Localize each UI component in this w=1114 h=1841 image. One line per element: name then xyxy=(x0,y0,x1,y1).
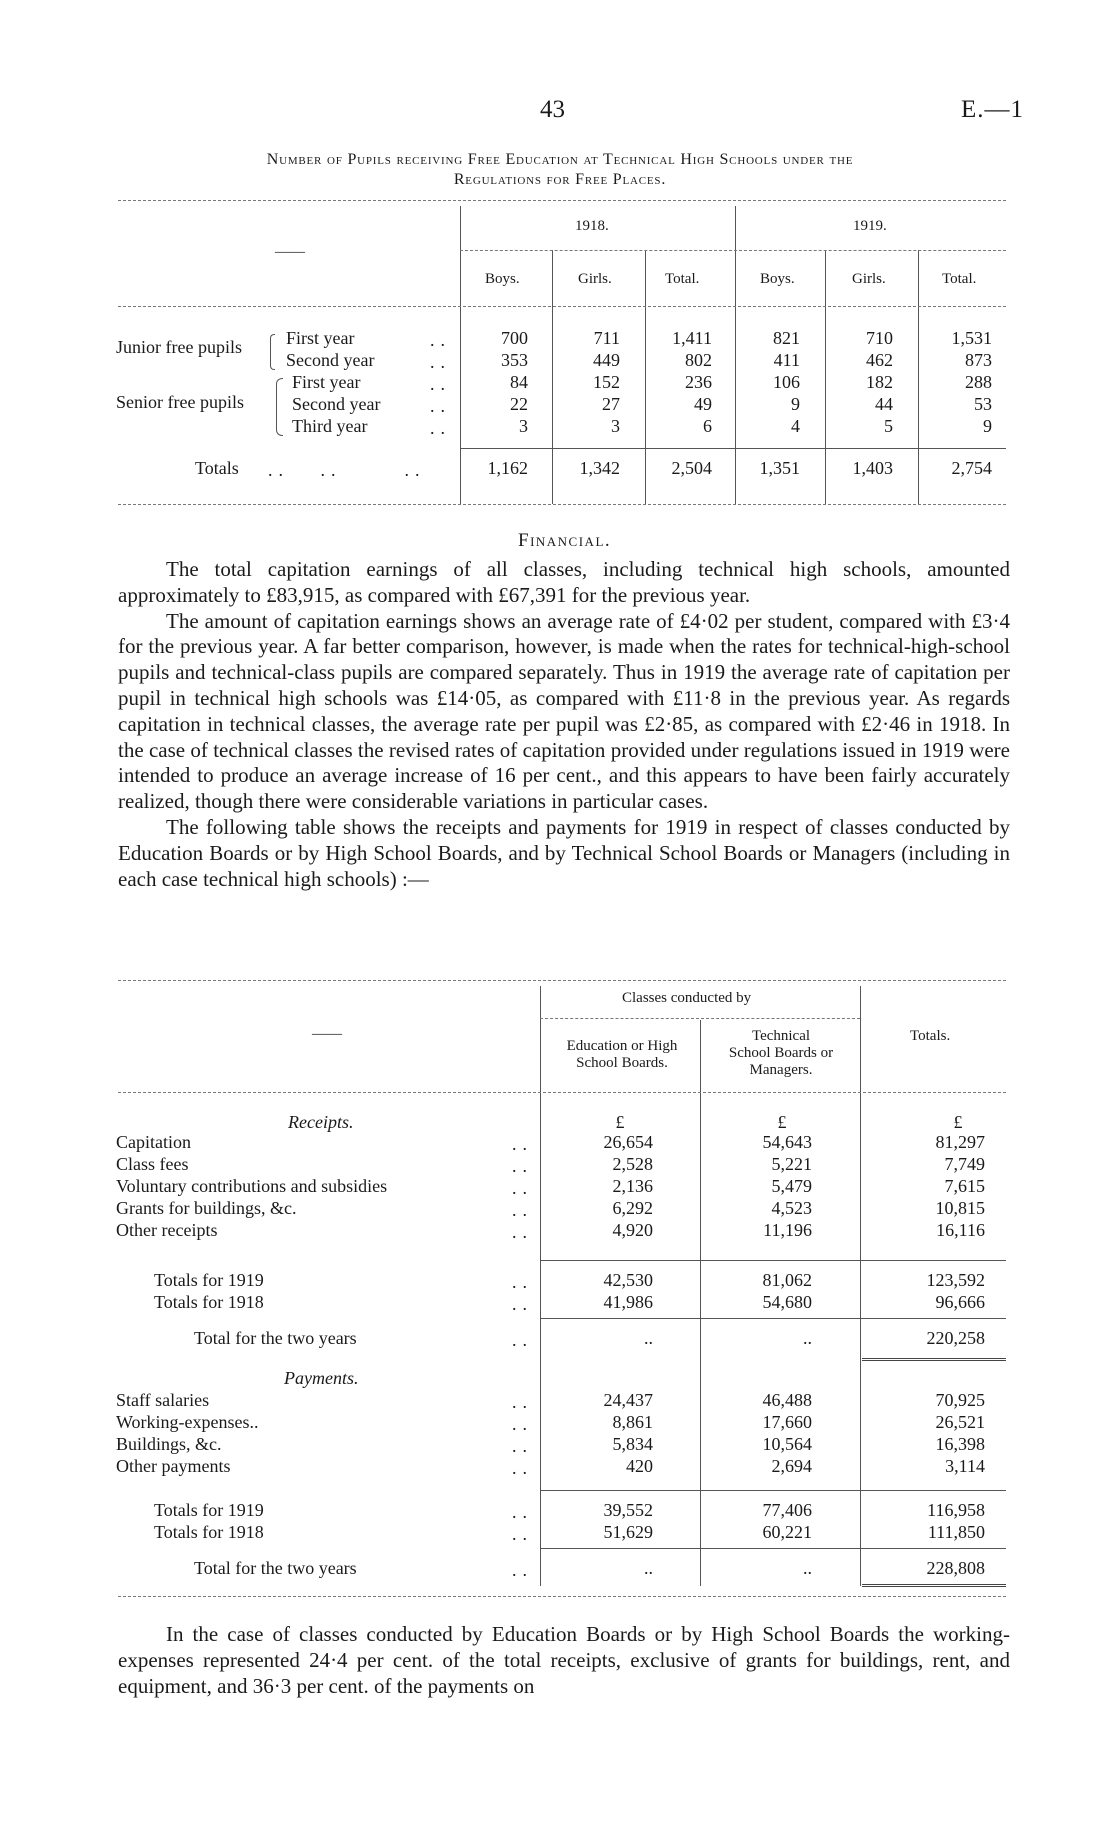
leader-dots: .. xyxy=(430,330,451,350)
classes-conducted-header: Classes conducted by xyxy=(622,990,752,1006)
table1-cell: 53 xyxy=(974,394,992,414)
group-junior-label: Junior free pupils xyxy=(116,337,242,357)
row-label: Second year xyxy=(286,350,375,370)
receipt-row-cell: 26,654 xyxy=(603,1132,653,1152)
leader-dots: .. xyxy=(512,1200,533,1220)
table2-bottom-rule xyxy=(118,1596,1006,1597)
receipt-row-cell: 54,643 xyxy=(762,1132,812,1152)
receipt-row-cell: 7,749 xyxy=(944,1154,985,1174)
payment-total-row-label: Totals for 1918 xyxy=(154,1522,264,1542)
table1-cell: 802 xyxy=(685,350,712,370)
table1-cell: 710 xyxy=(866,328,893,348)
table1-total-cell: 1,351 xyxy=(759,458,800,478)
financial-heading: Financial. xyxy=(518,530,612,551)
leader-dots: .. xyxy=(430,352,451,372)
payment-two-years-row-cell: 228,808 xyxy=(926,1558,985,1578)
row-label: Second year xyxy=(292,394,381,414)
leader-dots: .. xyxy=(512,1134,533,1154)
receipts-heading: Receipts. xyxy=(288,1112,354,1132)
table1-cell: 353 xyxy=(501,350,528,370)
table1-cell: 6 xyxy=(703,416,712,436)
col-girls-1918: Girls. xyxy=(578,271,612,287)
receipt-two-years-row-cell: .. xyxy=(803,1328,812,1348)
table2-vrule xyxy=(860,986,861,1586)
technical-boards-header xyxy=(702,1028,860,1079)
financial-paragraph: The total capitation earnings of all classes, including technical high schools, amounted approximately to £83,915, as compared with £67,391 for the previous year. xyxy=(118,557,1010,607)
table2-double-rule xyxy=(862,1358,1006,1361)
payment-two-years-row-cell: .. xyxy=(644,1558,653,1578)
table1-cell: 44 xyxy=(875,394,893,414)
payment-row-label: Other payments xyxy=(116,1456,231,1476)
table1-cell: 411 xyxy=(773,350,800,370)
receipt-two-years-row-label: Total for the two years xyxy=(194,1328,357,1348)
receipt-row-label: Voluntary contributions and subsidies xyxy=(116,1176,388,1196)
currency-symbol: £ xyxy=(953,1112,963,1132)
financial-paragraph: The following table shows the receipts and payments for 1919 in respect of classes conducted by Education Boards or by High School Boards, and by Technical School Boards or Managers (including in each case technical high schools) :— xyxy=(118,814,1010,891)
table1-cell: 873 xyxy=(965,350,992,370)
payment-row-cell: 420 xyxy=(626,1456,653,1476)
receipt-total-row-cell: 42,530 xyxy=(603,1270,653,1290)
table1-cell: 3 xyxy=(519,416,528,436)
payment-row-cell: 17,660 xyxy=(762,1412,812,1432)
header-line: School Boards or xyxy=(728,1045,834,1061)
leader-dots: .. xyxy=(512,1156,533,1176)
totals-header: Totals. xyxy=(910,1028,951,1044)
payment-total-row-cell: 51,629 xyxy=(603,1522,653,1542)
table1-caption-line1: Number of Pupils receiving Free Education at Technical High Schools under the xyxy=(266,151,854,168)
table1-corner: —— xyxy=(275,244,305,260)
year-1918-header: 1918. xyxy=(575,218,609,234)
payment-row-label: Staff salaries xyxy=(116,1390,210,1410)
receipt-row-cell: 4,523 xyxy=(771,1198,812,1218)
leader-dots: .. xyxy=(512,1560,533,1580)
table1-total-cell: 2,754 xyxy=(951,458,992,478)
table1-total-cell: 1,162 xyxy=(487,458,528,478)
table1-total-cell: 1,403 xyxy=(852,458,893,478)
payment-total-row-cell: 111,850 xyxy=(927,1522,985,1542)
year-1919-header: 1919. xyxy=(853,218,887,234)
receipt-row-cell: 11,196 xyxy=(763,1220,812,1240)
table2-rule xyxy=(540,1548,1006,1549)
page-number: 43 xyxy=(540,96,565,123)
col-total-1918: Total. xyxy=(665,271,700,287)
leader-dots: .. xyxy=(512,1436,533,1456)
table1-cell: 182 xyxy=(866,372,893,392)
receipt-row-cell: 2,528 xyxy=(612,1154,653,1174)
financial-paragraph: The amount of capitation earnings shows an average rate of £4·02 per student, compared with £3·4 for the previous year. A far better comparison, however, is made when the rates for technical-high-school pupils and technical-class pupils are compared separately. Thus in 1919 the average rate of capitation per pupil in technical high schools was £14·05, as compared with £11·8 in the previous year. As regards capitation in technical classes, the average rate per pupil was £2·85, as compared with £2·46 in 1918. In the case of technical classes the revised rates of capitation provided under regulations issued in 1919 were intended to produce an average increase of 16 per cent., and this appears to have been fairly accurately realized, though there were considerable variations in particular cases. xyxy=(118,608,1010,814)
receipt-total-row-cell: 123,592 xyxy=(926,1270,985,1290)
receipt-row-cell: 10,815 xyxy=(935,1198,985,1218)
table1-cell: 3 xyxy=(611,416,620,436)
payment-total-row-cell: 116,958 xyxy=(927,1500,985,1520)
table1-cell: 1,531 xyxy=(951,328,992,348)
receipt-total-row-label: Totals for 1919 xyxy=(154,1270,264,1290)
col-girls-1919: Girls. xyxy=(852,271,886,287)
receipt-two-years-row-cell: .. xyxy=(644,1328,653,1348)
row-label: First year xyxy=(286,328,355,348)
payment-row-cell: 16,398 xyxy=(935,1434,985,1454)
payments-heading: Payments. xyxy=(284,1368,359,1388)
table1-total-cell: 2,504 xyxy=(671,458,712,478)
leader-dots: .. xyxy=(512,1524,533,1544)
table1-cell: 22 xyxy=(510,394,528,414)
receipt-two-years-row-cell: 220,258 xyxy=(926,1328,985,1348)
leader-dots: .. xyxy=(512,1392,533,1412)
receipt-row-cell: 2,136 xyxy=(612,1176,653,1196)
closing-paragraph: In the case of classes conducted by Education Boards or by High School Boards the working-expenses represented 24·4 per cent. of the total receipts, exclusive of grants for buildings, rent, and equipment, and 36·3 per cent. of the payments on xyxy=(118,1622,1010,1698)
leader-dots: .. xyxy=(512,1458,533,1478)
row-label: First year xyxy=(292,372,361,392)
receipt-row-label: Grants for buildings, &c. xyxy=(116,1198,297,1218)
leader-dots: .. xyxy=(512,1330,533,1350)
table1-cell: 700 xyxy=(501,328,528,348)
header-line: Technical xyxy=(751,1028,811,1044)
leader-dots: .. xyxy=(430,396,451,416)
table1-cell: 711 xyxy=(593,328,620,348)
receipt-row-cell: 7,615 xyxy=(944,1176,985,1196)
table1-cell: 1,411 xyxy=(672,328,712,348)
receipt-row-cell: 4,920 xyxy=(612,1220,653,1240)
table2-vrule xyxy=(700,1020,701,1586)
header-line: Managers. xyxy=(749,1062,813,1078)
table1-cell: 84 xyxy=(510,372,528,392)
payment-row-cell: 46,488 xyxy=(762,1390,812,1410)
currency-symbol: £ xyxy=(615,1112,625,1132)
receipt-row-cell: 81,297 xyxy=(935,1132,985,1152)
receipt-total-row-cell: 96,666 xyxy=(935,1292,985,1312)
leader-dots: .. xyxy=(512,1222,533,1242)
table2-corner: —— xyxy=(312,1026,342,1042)
payment-row-cell: 70,925 xyxy=(935,1390,985,1410)
table2-double-rule xyxy=(862,1584,1006,1587)
table2-group-rule xyxy=(540,1018,860,1019)
payment-row-cell: 24,437 xyxy=(603,1390,653,1410)
payment-row-cell: 10,564 xyxy=(762,1434,812,1454)
payment-row-cell: 8,861 xyxy=(612,1412,653,1432)
leader-dots: .. xyxy=(512,1414,533,1434)
table1-cell: 288 xyxy=(965,372,992,392)
table2-top-rule xyxy=(118,980,1006,981)
leader-dots: .. xyxy=(512,1502,533,1522)
payment-row-label: Buildings, &c. xyxy=(116,1434,222,1454)
payment-two-years-row-cell: .. xyxy=(803,1558,812,1578)
table1-cell: 27 xyxy=(602,394,620,414)
table1-cell: 449 xyxy=(593,350,620,370)
table1-cell: 9 xyxy=(791,394,800,414)
receipt-row-label: Other receipts xyxy=(116,1220,218,1240)
receipt-row-label: Capitation xyxy=(116,1132,191,1152)
payment-total-row-cell: 77,406 xyxy=(762,1500,812,1520)
education-boards-header xyxy=(544,1038,700,1072)
leader-dots: .. xyxy=(512,1294,533,1314)
payment-row-cell: 3,114 xyxy=(945,1456,985,1476)
receipt-row-cell: 6,292 xyxy=(612,1198,653,1218)
receipt-row-cell: 5,221 xyxy=(771,1154,812,1174)
totals-label: Totals xyxy=(195,458,239,478)
table1-cell: 152 xyxy=(593,372,620,392)
col-boys-1918: Boys. xyxy=(485,271,520,287)
receipt-total-row-cell: 81,062 xyxy=(762,1270,812,1290)
leader-dots: .. xyxy=(430,418,451,438)
table1-caption-line2: Regulations for Free Places. xyxy=(453,171,667,188)
header-line: School Boards. xyxy=(576,1055,668,1071)
table2-vrule xyxy=(540,986,541,1586)
payment-row-label: Working-expenses.. xyxy=(116,1412,259,1432)
table2-rule xyxy=(540,1490,1006,1491)
document-code: E.—1 xyxy=(960,96,1024,123)
payment-row-cell: 5,834 xyxy=(612,1434,653,1454)
closing-text xyxy=(118,1622,1010,1699)
table1-cell: 821 xyxy=(773,328,800,348)
table2-head-rule xyxy=(118,1092,1006,1093)
payment-total-row-cell: 39,552 xyxy=(603,1500,653,1520)
receipt-total-row-cell: 54,680 xyxy=(762,1292,812,1312)
receipt-row-label: Class fees xyxy=(116,1154,189,1174)
payment-total-row-label: Totals for 1919 xyxy=(154,1500,264,1520)
table1-total-cell: 1,342 xyxy=(579,458,620,478)
receipt-total-row-cell: 41,986 xyxy=(603,1292,653,1312)
leader-dots: .. xyxy=(512,1178,533,1198)
table1-cell: 236 xyxy=(685,372,712,392)
payment-row-cell: 2,694 xyxy=(771,1456,812,1476)
col-boys-1919: Boys. xyxy=(760,271,795,287)
group-senior-label: Senior free pupils xyxy=(116,392,244,412)
table1-cell: 49 xyxy=(694,394,712,414)
table1-cell: 9 xyxy=(983,416,992,436)
row-label: Third year xyxy=(292,416,368,436)
table1-cell: 106 xyxy=(773,372,800,392)
leader-dots: .. xyxy=(430,374,451,394)
payment-two-years-row-label: Total for the two years xyxy=(194,1558,357,1578)
receipt-row-cell: 16,116 xyxy=(936,1220,985,1240)
col-total-1919: Total. xyxy=(942,271,977,287)
payment-row-cell: 26,521 xyxy=(935,1412,985,1432)
receipt-row-cell: 5,479 xyxy=(771,1176,812,1196)
receipt-total-row-label: Totals for 1918 xyxy=(154,1292,264,1312)
table1-cell: 5 xyxy=(884,416,893,436)
payment-total-row-cell: 60,221 xyxy=(762,1522,812,1542)
leader-dots: .. xyxy=(512,1272,533,1292)
leader-dots: .. .. .. xyxy=(268,460,426,480)
table2-rule xyxy=(540,1318,1006,1319)
header-line: Education or High xyxy=(566,1038,678,1054)
table2-rule xyxy=(540,1260,1006,1261)
table1-cell: 4 xyxy=(791,416,800,436)
table1-cell: 462 xyxy=(866,350,893,370)
currency-symbol: £ xyxy=(777,1112,787,1132)
